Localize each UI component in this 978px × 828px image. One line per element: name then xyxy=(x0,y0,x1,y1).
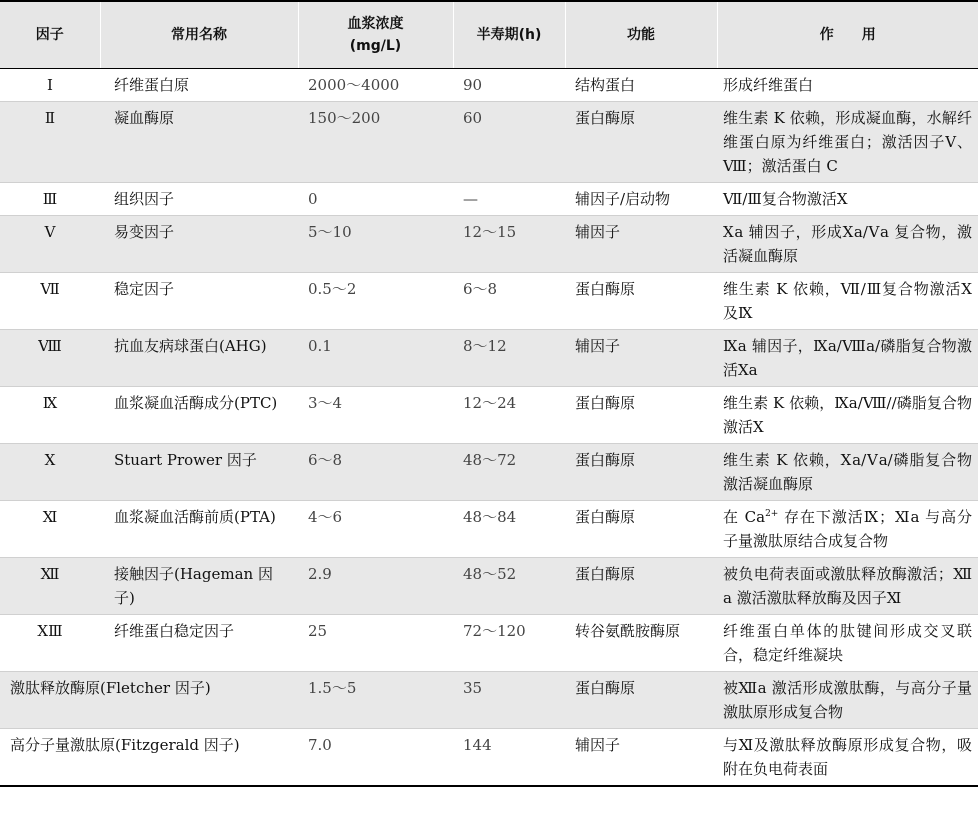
concentration-cell: 6～8 xyxy=(298,444,453,501)
action-cell: 维生素 K 依赖，形成凝血酶，水解纤维蛋白原为纤维蛋白；激活因子Ⅴ、Ⅷ；激活蛋白 C xyxy=(717,102,978,183)
action-text-post: 存在下激活Ⅸ；Ⅺa 与高分子量激肽原结合成复合物 xyxy=(723,508,972,550)
table-row xyxy=(0,672,978,729)
name-cell-spanning: 高分子量激肽原(Fitzgerald 因子) xyxy=(0,729,298,787)
factor-cell: ⅩⅢ xyxy=(0,615,100,672)
concentration-cell: 4～6 xyxy=(298,501,453,558)
factor-cell: Ⅴ xyxy=(0,216,100,273)
table-row xyxy=(0,444,978,501)
halflife-cell: 12～24 xyxy=(453,387,565,444)
function-cell: 结构蛋白 xyxy=(565,69,717,102)
concentration-cell: 2000～4000 xyxy=(298,69,453,102)
function-cell: 蛋白酶原 xyxy=(565,273,717,330)
halflife-cell: 12～15 xyxy=(453,216,565,273)
header-halflife: 半寿期(h) xyxy=(453,1,565,69)
table-row xyxy=(0,102,978,183)
action-text-pre: 在 Ca xyxy=(723,508,766,526)
name-cell: 稳定因子 xyxy=(100,273,298,330)
action-cell: 被Ⅻa 激活形成激肽酶，与高分子量激肽原形成复合物 xyxy=(717,672,978,729)
factor-cell: Ⅶ xyxy=(0,273,100,330)
halflife-cell: 48～52 xyxy=(453,558,565,615)
header-name: 常用名称 xyxy=(100,1,298,69)
name-cell: 血浆凝血活酶成分(PTC) xyxy=(100,387,298,444)
function-cell: 蛋白酶原 xyxy=(565,501,717,558)
action-cell: Ⅸa 辅因子，Ⅸa/Ⅷa/磷脂复合物激活Ⅹa xyxy=(717,330,978,387)
halflife-cell: 6～8 xyxy=(453,273,565,330)
name-cell: 接触因子(Hageman 因子) xyxy=(100,558,298,615)
factor-cell: Ⅷ xyxy=(0,330,100,387)
halflife-cell: 48～72 xyxy=(453,444,565,501)
concentration-cell: 0.1 xyxy=(298,330,453,387)
function-cell: 辅因子 xyxy=(565,729,717,787)
concentration-cell: 5～10 xyxy=(298,216,453,273)
table-row xyxy=(0,387,978,444)
header-function: 功能 xyxy=(565,1,717,69)
concentration-cell: 0.5～2 xyxy=(298,273,453,330)
action-cell: 维生素 K 依赖，Ⅶ/Ⅲ复合物激活Ⅹ及Ⅸ xyxy=(717,273,978,330)
table-row xyxy=(0,501,978,558)
table-row xyxy=(0,273,978,330)
halflife-cell: 48～84 xyxy=(453,501,565,558)
name-cell: 易变因子 xyxy=(100,216,298,273)
action-cell: 纤维蛋白单体的肽键间形成交叉联合，稳定纤维凝块 xyxy=(717,615,978,672)
table-row xyxy=(0,615,978,672)
factor-cell: Ⅸ xyxy=(0,387,100,444)
table-row xyxy=(0,216,978,273)
header-concentration-line2: (mg/L) xyxy=(349,38,402,54)
action-cell: 被负电荷表面或激肽释放酶激活；Ⅻa 激活激肽释放酶及因子Ⅺ xyxy=(717,558,978,615)
factor-cell: Ⅹ xyxy=(0,444,100,501)
halflife-cell: 144 xyxy=(453,729,565,787)
table-header-row xyxy=(0,1,978,69)
table-row xyxy=(0,729,978,787)
concentration-cell: 0 xyxy=(298,183,453,216)
function-cell: 蛋白酶原 xyxy=(565,558,717,615)
halflife-cell: 8～12 xyxy=(453,330,565,387)
function-cell: 辅因子 xyxy=(565,330,717,387)
table-row xyxy=(0,69,978,102)
halflife-cell: 72～120 xyxy=(453,615,565,672)
name-cell: 抗血友病球蛋白(AHG) xyxy=(100,330,298,387)
factor-cell: Ⅱ xyxy=(0,102,100,183)
table-row xyxy=(0,558,978,615)
action-cell: 维生素 K 依赖，Ⅹa/Ⅴa/磷脂复合物激活凝血酶原 xyxy=(717,444,978,501)
name-cell: 凝血酶原 xyxy=(100,102,298,183)
name-cell-spanning: 激肽释放酶原(Fletcher 因子) xyxy=(0,672,298,729)
concentration-cell: 2.9 xyxy=(298,558,453,615)
header-factor: 因子 xyxy=(0,1,100,69)
action-cell: Ⅹa 辅因子，形成Ⅹa/Ⅴa 复合物，激活凝血酶原 xyxy=(717,216,978,273)
halflife-cell: 60 xyxy=(453,102,565,183)
concentration-cell: 25 xyxy=(298,615,453,672)
halflife-cell: 35 xyxy=(453,672,565,729)
function-cell: 蛋白酶原 xyxy=(565,444,717,501)
function-cell: 辅因子/启动物 xyxy=(565,183,717,216)
factor-cell: Ⅺ xyxy=(0,501,100,558)
function-cell: 蛋白酶原 xyxy=(565,102,717,183)
concentration-cell: 3～4 xyxy=(298,387,453,444)
header-concentration-line1: 血浆浓度 xyxy=(347,16,404,32)
function-cell: 转谷氨酰胺酶原 xyxy=(565,615,717,672)
header-concentration xyxy=(298,1,453,69)
name-cell: 纤维蛋白稳定因子 xyxy=(100,615,298,672)
concentration-cell: 150～200 xyxy=(298,102,453,183)
factor-cell: Ⅻ xyxy=(0,558,100,615)
table-row xyxy=(0,330,978,387)
concentration-cell: 1.5～5 xyxy=(298,672,453,729)
name-cell: 纤维蛋白原 xyxy=(100,69,298,102)
name-cell: 血浆凝血活酶前质(PTA) xyxy=(100,501,298,558)
action-cell xyxy=(717,501,978,558)
name-cell: Stuart Prower 因子 xyxy=(100,444,298,501)
action-cell: 形成纤维蛋白 xyxy=(717,69,978,102)
concentration-cell: 7.0 xyxy=(298,729,453,787)
table-row xyxy=(0,183,978,216)
action-cell: 维生素 K 依赖，Ⅸa/Ⅷ//磷脂复合物激活Ⅹ xyxy=(717,387,978,444)
halflife-cell: 90 xyxy=(453,69,565,102)
function-cell: 辅因子 xyxy=(565,216,717,273)
calcium-charge-superscript: 2+ xyxy=(765,509,779,519)
action-cell: Ⅶ/Ⅲ复合物激活Ⅹ xyxy=(717,183,978,216)
function-cell: 蛋白酶原 xyxy=(565,387,717,444)
name-cell: 组织因子 xyxy=(100,183,298,216)
halflife-cell: — xyxy=(453,183,565,216)
factor-cell: Ⅲ xyxy=(0,183,100,216)
factor-cell: Ⅰ xyxy=(0,69,100,102)
function-cell: 蛋白酶原 xyxy=(565,672,717,729)
action-cell: 与Ⅺ及激肽释放酶原形成复合物，吸附在负电荷表面 xyxy=(717,729,978,787)
header-action: 作 用 xyxy=(717,1,978,69)
